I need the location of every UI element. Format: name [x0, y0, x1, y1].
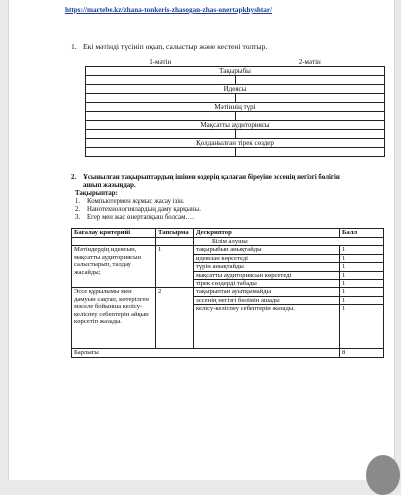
comparison-cell[interactable] [235, 76, 385, 85]
comparison-cell[interactable] [235, 148, 385, 157]
topic-item [75, 198, 371, 206]
task-2-line-1: Ұсынылған тақырыптардың ішінен өздерің қалаған біреуіне эссенің негізгі бөлігін [83, 174, 340, 181]
comparison-cell[interactable] [235, 130, 385, 139]
topic-number: 2. [75, 206, 81, 213]
score: 1 [340, 288, 384, 296]
descriptor: тақырыбын анықтайды [194, 246, 340, 254]
score: 1 [340, 296, 384, 304]
topic-text: Компьютермен жұмыс жасау ізін. [87, 198, 185, 205]
task-1-text: Екі мәтінді түсініп оқып, салыстыр және кестені толтыр. [83, 42, 268, 51]
comparison-cell[interactable] [86, 94, 236, 103]
table-row [72, 246, 384, 254]
comparison-row-label: Тақырыбы [86, 67, 385, 76]
comparison-header-text-2: 2-мәтін [235, 58, 385, 67]
rubric-header-row [72, 229, 384, 238]
score: 1 [340, 246, 384, 254]
score: 1 [340, 263, 384, 271]
task-ref-1: 1 [156, 246, 194, 288]
comparison-cell[interactable] [235, 112, 385, 121]
task-2-heading [71, 174, 371, 182]
comparison-row-label: Мәтіннің түрі [86, 103, 385, 112]
topic-text: Нанотехнологиялардың даму қарқыны. [87, 206, 201, 213]
topic-item [75, 206, 371, 214]
task-2 [71, 174, 371, 222]
task-2-number: 2. [71, 174, 77, 181]
scroll-button[interactable] [366, 455, 400, 495]
document-page [8, 0, 395, 480]
task-1-number: 1. [71, 42, 77, 51]
comparison-table [85, 58, 385, 157]
comparison-cell[interactable] [235, 94, 385, 103]
comparison-row-label: Мақсатты аудиториясы [86, 121, 385, 130]
topic-number: 3. [75, 214, 81, 221]
descriptor: тақырыптан ауытқымайды [194, 288, 340, 296]
task-ref-2: 2 [156, 288, 194, 349]
topic-item [75, 214, 371, 222]
comparison-row-label: Қолданылған тірек сөздер [86, 139, 385, 148]
rubric-header-descriptor: Дескриптор [194, 229, 340, 238]
comparison-row-label: Идеясы [86, 85, 385, 94]
rubric-header-criterion: Бағалау критерийі [72, 229, 156, 238]
total-label: Барлығы [72, 349, 340, 357]
criterion-2: Эссе құрылымы мен дамуын сақтап, көтерілген мәселе бойынша келісу-келіспеу себептерін айқын көрсетіп жазады. [72, 288, 156, 349]
descriptor: тірек сөздерді табады [194, 280, 340, 288]
total-score: 8 [340, 349, 384, 357]
criterion-1: Мәтіндердің идеясын, мақсатты аудиториясын салыстырып, талдау жасайды; [72, 246, 156, 288]
task-1 [71, 42, 267, 51]
rubric-section-label: Білім алушы [194, 238, 384, 246]
source-link[interactable]: https://martebe.kz/zhana-tonkeris-zhasogan-zhas-onertapkhyshtar/ [65, 6, 273, 14]
topic-text: Егер мен жас өнертапқыш болсам…. [87, 214, 194, 221]
score: 1 [340, 305, 384, 349]
comparison-cell[interactable] [86, 148, 236, 157]
topic-number: 1. [75, 198, 81, 205]
score: 1 [340, 271, 384, 279]
rubric-header-score: Балл [340, 229, 384, 238]
task-2-line-2: ашып жазыңдар. [83, 182, 136, 189]
score: 1 [340, 254, 384, 262]
rubric-header-task: Тапсырма [156, 229, 194, 238]
comparison-header-text-1: 1-мәтін [86, 58, 236, 67]
descriptor: эссенің негізгі бөлімін ашады [194, 296, 340, 304]
comparison-cell[interactable] [86, 76, 236, 85]
topics-label: Тақырыптар: [75, 190, 118, 197]
comparison-cell[interactable] [86, 130, 236, 139]
total-row [72, 349, 384, 357]
rubric-table [71, 228, 384, 358]
table-row [72, 288, 384, 296]
descriptor: мақсатты аудиториясын көрсетеді [194, 271, 340, 279]
score: 1 [340, 280, 384, 288]
descriptor: келісу-келіспеу себептерін жазады. [194, 305, 340, 349]
descriptor: түрін анықтайды [194, 263, 340, 271]
descriptor: идеясын көрсетеді [194, 254, 340, 262]
comparison-cell[interactable] [86, 112, 236, 121]
